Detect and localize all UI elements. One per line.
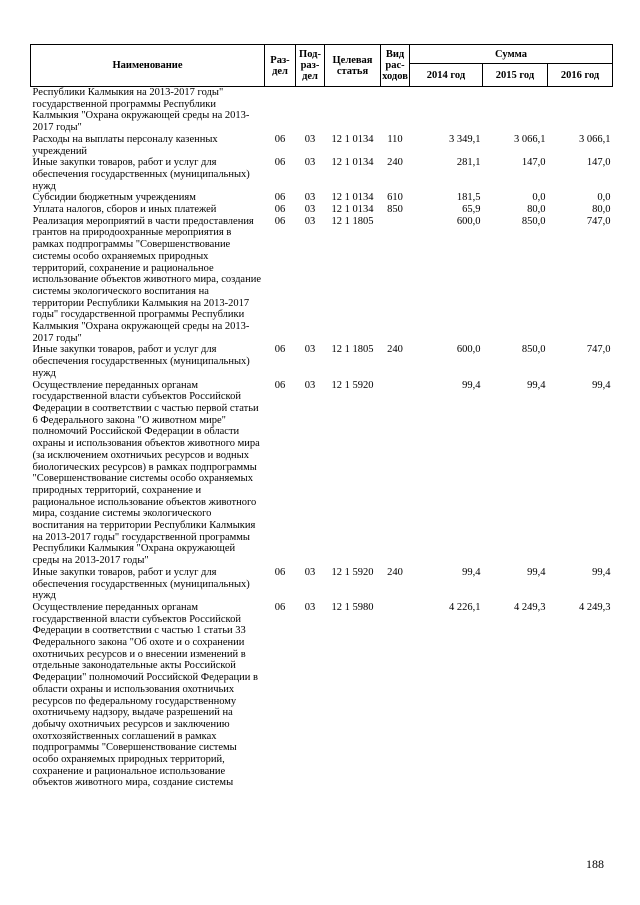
row-celevaya-statya: 12 1 5980 — [331, 601, 374, 613]
row-sum-2015: 850,0 — [521, 344, 546, 356]
row-razdel: 06 — [274, 344, 286, 356]
row-razdel: 06 — [274, 204, 286, 216]
row-celevaya-statya: 12 1 1805 — [331, 344, 374, 356]
row-razdel: 06 — [274, 133, 286, 145]
row-sum-2016: 147,0 — [586, 157, 611, 169]
row-podrazdel: 03 — [304, 157, 316, 169]
row-sum-2015: 4 249,3 — [514, 601, 546, 613]
header-vid-rashodov: Вид рас- ходов — [381, 45, 410, 87]
table-row — [31, 134, 613, 157]
row-sum-2015: 850,0 — [521, 215, 546, 227]
table-body — [31, 87, 613, 790]
row-sum-2014: 600,0 — [456, 215, 481, 227]
row-sum-2014 — [410, 87, 483, 134]
row-vid-rashodov: 850 — [387, 204, 403, 216]
row-vid-rashodov: 610 — [387, 192, 403, 204]
row-sum-2015: 147,0 — [521, 157, 546, 169]
row-sum-2014: 281,1 — [456, 157, 481, 169]
header-summa: Сумма — [410, 45, 613, 64]
row-sum-2016: 80,0 — [592, 204, 611, 216]
row-celevaya-statya: 12 1 0134 — [331, 192, 374, 204]
row-podrazdel: 03 — [304, 344, 316, 356]
row-vid-rashodov: 240 — [387, 157, 403, 169]
row-name: Субсидии бюджетным учреждениям — [32, 192, 196, 204]
table-row — [31, 192, 613, 204]
row-name: Расходы на выплаты персоналу казенных учреждений — [32, 133, 218, 157]
row-podrazdel: 03 — [304, 133, 316, 145]
row-vid-rashodov — [381, 216, 410, 345]
row-celevaya-statya: 12 1 1805 — [331, 215, 374, 227]
row-name: Осуществление переданных органам государственной власти субъектов Российской Федерации в соответствии с частью 1 статьи 33 Федерального закона "Об охоте и о сохранении охотничьих ресурсов и о внесении изменений в отдельные законодательные акты Российской Федерации" полномочий Российской Федерации в области охраны и использования охотничьих ресурсов по федеральному государственному охотничьему надзору, выдаче разрешений на добычу охотничьих ресурсов и заключению охотхозяйственных соглашений в рамках подпрограммы "Совершенствование системы особо охраняемых природных территорий, сохранение и рациональное использование объектов животного мира, создание системы — [32, 601, 258, 789]
table-row — [31, 204, 613, 216]
row-sum-2016 — [548, 87, 613, 134]
row-sum-2015: 99,4 — [527, 379, 546, 391]
row-sum-2014: 4 226,1 — [449, 601, 481, 613]
row-sum-2016: 3 066,1 — [579, 133, 611, 145]
table-row — [31, 216, 613, 345]
page-number: 188 — [586, 857, 604, 871]
row-celevaya-statya: 12 1 0134 — [331, 157, 374, 169]
row-sum-2014: 99,4 — [462, 379, 481, 391]
row-podrazdel — [296, 87, 325, 134]
row-razdel: 06 — [274, 601, 286, 613]
row-sum-2015: 80,0 — [527, 204, 546, 216]
row-celevaya-statya: 12 1 5920 — [331, 566, 374, 578]
row-razdel: 06 — [274, 566, 286, 578]
row-vid-rashodov — [381, 602, 410, 789]
header-name: Наименование — [31, 45, 265, 87]
header-celevaya-statya: Целевая статья — [325, 45, 381, 87]
row-name: Уплата налогов, сборов и иных платежей — [32, 204, 217, 216]
row-sum-2016: 99,4 — [592, 566, 611, 578]
row-sum-2014: 3 349,1 — [449, 133, 481, 145]
row-celevaya-statya: 12 1 0134 — [331, 204, 374, 216]
row-vid-rashodov — [381, 87, 410, 134]
row-sum-2014: 99,4 — [462, 566, 481, 578]
row-razdel: 06 — [274, 215, 286, 227]
table-row — [31, 567, 613, 602]
row-sum-2016: 0,0 — [597, 192, 611, 204]
row-vid-rashodov — [381, 380, 410, 567]
row-podrazdel: 03 — [304, 601, 316, 613]
row-sum-2016: 747,0 — [586, 215, 611, 227]
row-podrazdel: 03 — [304, 566, 316, 578]
row-podrazdel: 03 — [304, 215, 316, 227]
row-celevaya-statya — [325, 87, 381, 134]
row-sum-2014: 181,5 — [456, 192, 481, 204]
row-podrazdel: 03 — [304, 192, 316, 204]
table-row — [31, 602, 613, 789]
row-razdel — [265, 87, 296, 134]
row-sum-2015 — [483, 87, 548, 134]
row-sum-2016: 99,4 — [592, 379, 611, 391]
table-row — [31, 344, 613, 379]
row-name: Иные закупки товаров, работ и услуг для обеспечения государственных (муниципальных) нужд — [32, 157, 250, 192]
row-sum-2015: 99,4 — [527, 566, 546, 578]
table-row — [31, 87, 613, 134]
budget-table — [30, 44, 613, 789]
table-row — [31, 157, 613, 192]
row-name: Иные закупки товаров, работ и услуг для обеспечения государственных (муниципальных) нужд — [32, 344, 250, 379]
row-sum-2015: 0,0 — [532, 192, 546, 204]
header-razdel: Раз- дел — [265, 45, 296, 87]
row-celevaya-statya: 12 1 5920 — [331, 379, 374, 391]
row-razdel: 06 — [274, 157, 286, 169]
header-year-2014: 2014 год — [410, 64, 483, 87]
header-year-2015: 2015 год — [483, 64, 548, 87]
header-podrazdel: Под- раз- дел — [296, 45, 325, 87]
row-vid-rashodov: 240 — [387, 344, 403, 356]
row-sum-2016: 4 249,3 — [579, 601, 611, 613]
row-sum-2014: 600,0 — [456, 344, 481, 356]
row-sum-2016: 747,0 — [586, 344, 611, 356]
row-sum-2014: 65,9 — [462, 204, 481, 216]
row-vid-rashodov: 240 — [387, 566, 403, 578]
row-razdel: 06 — [274, 192, 286, 204]
row-name: Республики Калмыкия на 2013-2017 годы" государственной программы Республики Калмыкия "Охрана окружающей среды на 2013-2017 годы" — [32, 87, 250, 134]
row-name: Реализация мероприятий в части предоставления грантов на природоохранные мероприятия в рамках подпрограммы "Совершенствование системы особо охраняемых природных территорий, сохранение и рациональное использование объектов животного мира, создание системы экологического воспитания на территории Республики Калмыкия на 2013-2017 годы" государственной программы Республики Калмыкия "Охрана окружающей среды на 2013-2017 годы" — [32, 215, 261, 344]
row-name: Иные закупки товаров, работ и услуг для обеспечения государственных (муниципальных) нужд — [32, 566, 250, 602]
row-vid-rashodov: 110 — [387, 133, 403, 145]
row-name: Осуществление переданных органам государственной власти субъектов Российской Федерации в соответствии с частью первой статьи 6 Федерального закона "О животном мире" полномочий Российской Федерации в области охраны и использования объектов животного мира (за исключением охотничьих ресурсов и водных биологических ресурсов) в рамках подпрограммы "Совершенствование системы особо охраняемых природных территорий, сохранение и рациональное использование объектов животного мира, создание системы экологического воспитания на территории Республики Калмыкия на 2013-2017 годы" государственной программы Республики Калмыкия "Охрана окружающей среды на 2013-2017 годы" — [32, 379, 260, 567]
row-celevaya-statya: 12 1 0134 — [331, 133, 374, 145]
table-row — [31, 380, 613, 567]
row-podrazdel: 03 — [304, 379, 316, 391]
row-podrazdel: 03 — [304, 204, 316, 216]
row-razdel: 06 — [274, 379, 286, 391]
header-year-2016: 2016 год — [548, 64, 613, 87]
row-sum-2015: 3 066,1 — [514, 133, 546, 145]
